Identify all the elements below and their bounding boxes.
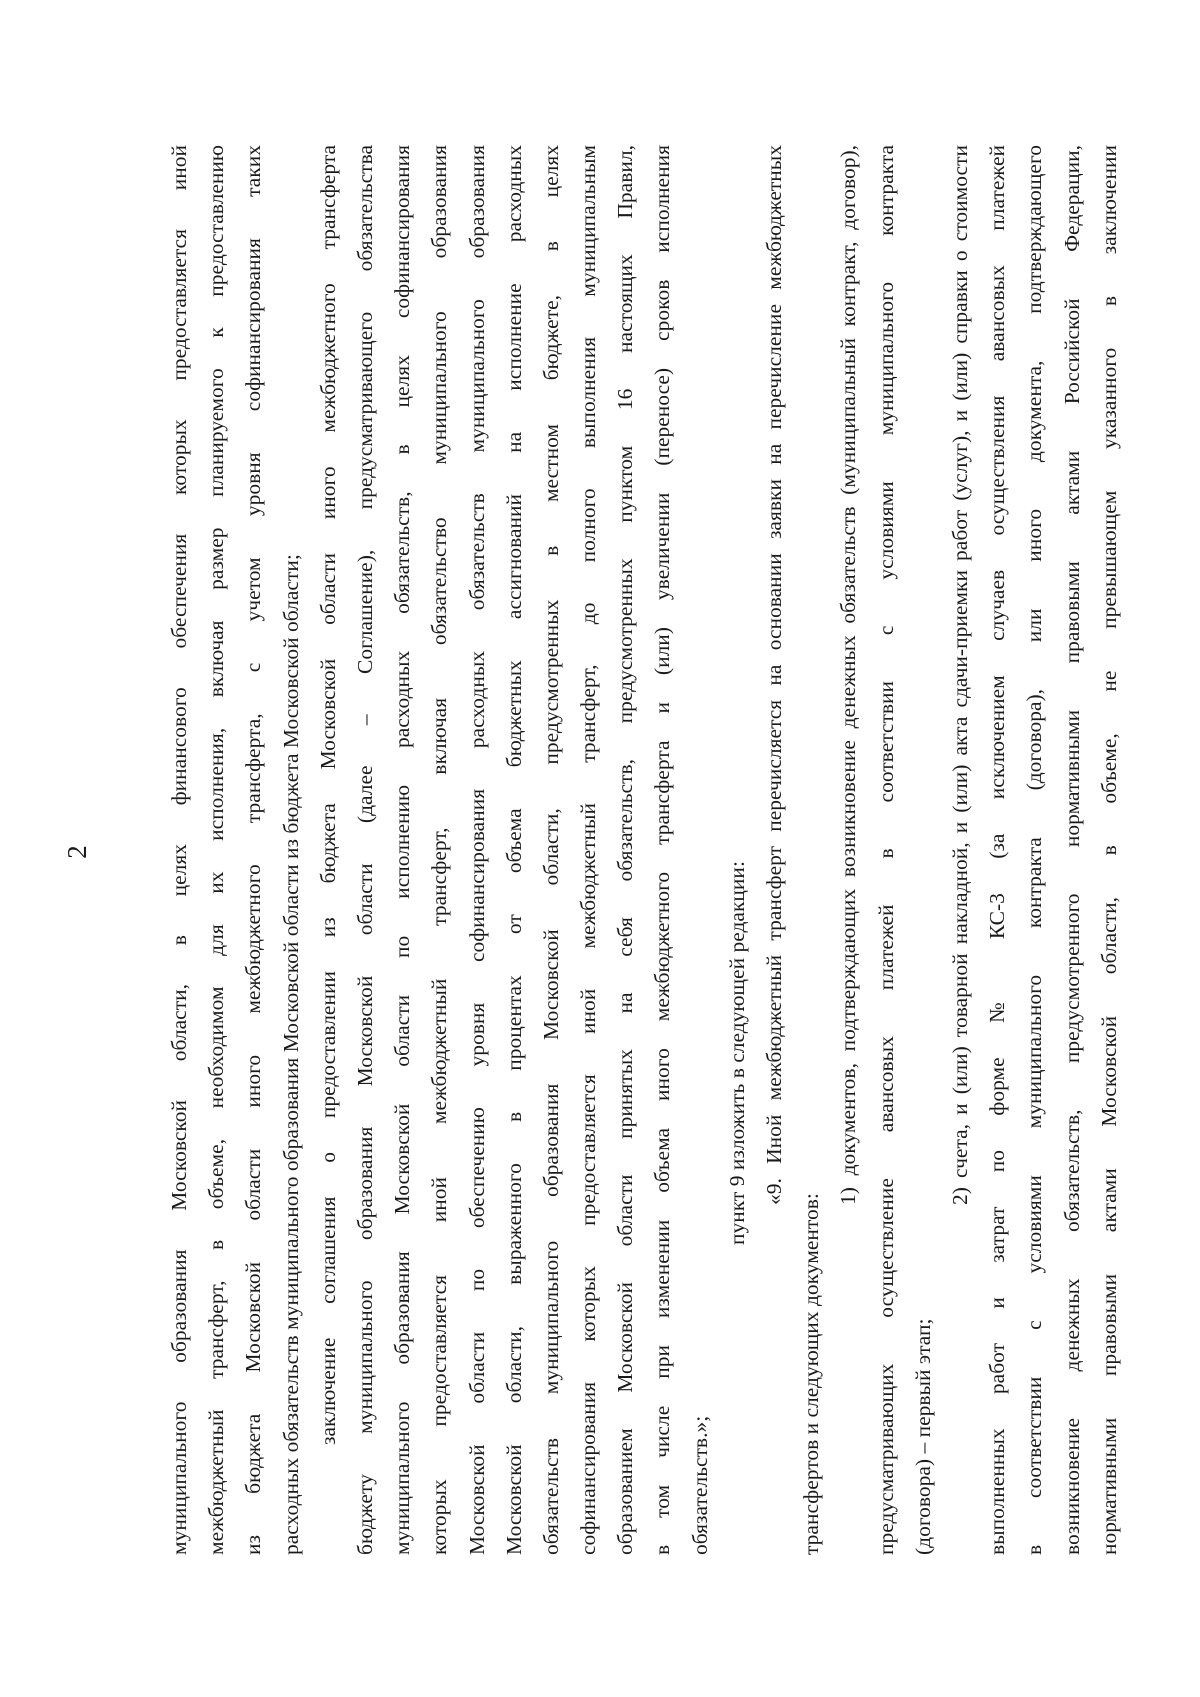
text-line: Московской области, выраженного в процентах от объема бюджетных ассигнований на исполнение расходных [501,145,526,1555]
text-line: обязательств.»; [687,1415,712,1555]
text-line: обязательств муниципального образования Московской области, предусмотренных в местном бюджете, в целях [538,145,563,1555]
text-line: в том числе при изменении объема иного межбюджетного трансферта и (или) увеличении (переносе) сроков исполнения [650,145,675,1555]
text-line: 1) документов, подтверждающих возникновение денежных обязательств (муниципальный контракт, договор), [836,145,861,1205]
text-line: образованием Московской области принятых на себя обязательств, предусмотренных пунктом 16 настоящих Правил, [613,145,638,1555]
text-line: (договора) – первый этап; [910,1318,935,1555]
text-line: возникновение денежных обязательств, предусмотренного нормативными правовыми актами Российской Федерации, [1059,145,1084,1555]
text-line: нормативными правовыми актами Московской области, в объеме, не превышающем указанного в заключении [1096,145,1121,1555]
text-line: межбюджетный трансферт, в объеме, необходимом для их исполнения, включая размер планируемого к предоставлению [204,145,229,1555]
text-line: предусматривающих осуществление авансовых платежей в соответствии с условиями муниципального контракта [873,145,898,1555]
body-text [161,145,1128,1555]
text-line: выполненных работ и затрат по форме № КС-3 (за исключением случаев осуществления авансовых платежей [985,145,1010,1555]
text-line: муниципального образования Московской области по исполнению расходных обязательств, в целях софинансирования [390,145,415,1555]
text-line: софинансирования которых предоставляется иной межбюджетный трансферт, до полного выполнения муниципальным [576,145,601,1555]
text-line: из бюджета Московской области иного межбюджетного трансферта, с учетом уровня софинансирования таких [241,145,266,1555]
text-line: в соответствии с условиями муниципального контракта (договора), или иного документа, подтверждающего [1022,145,1047,1555]
page-number: 2 [62,845,92,859]
text-line: муниципального образования Московской области, в целях финансового обеспечения которых предоставляется иной [167,145,191,1555]
text-line: трансфертов и следующих документов: [799,1193,824,1555]
text-line: пункт 9 изложить в следующей редакции: [724,861,749,1245]
text-line: расходных обязательств муниципального образования Московской области из бюджета Московской области; [278,554,303,1555]
text-line: которых предоставляется иной межбюджетный трансферт, включая обязательство муниципального образования [427,145,452,1555]
text-line: заключение соглашения о предоставлении из бюджета Московской области иного межбюджетного трансферта [315,145,340,1445]
text-line: «9. Иной межбюджетный трансферт перечисляется на основании заявки на перечисление межбюджетных [762,145,786,1205]
text-line: 2) счета, и (или) товарной накладной, и (или) акта сдачи-приемки работ (услуг), и (или) справки о стоимости [947,145,972,1205]
text-line: Московской области по обеспечению уровня софинансирования расходных обязательств муниципального образования [464,145,489,1555]
text-line: бюджету муниципального образования Московской области (далее – Соглашение), предусматривающего обязательства [352,145,377,1555]
